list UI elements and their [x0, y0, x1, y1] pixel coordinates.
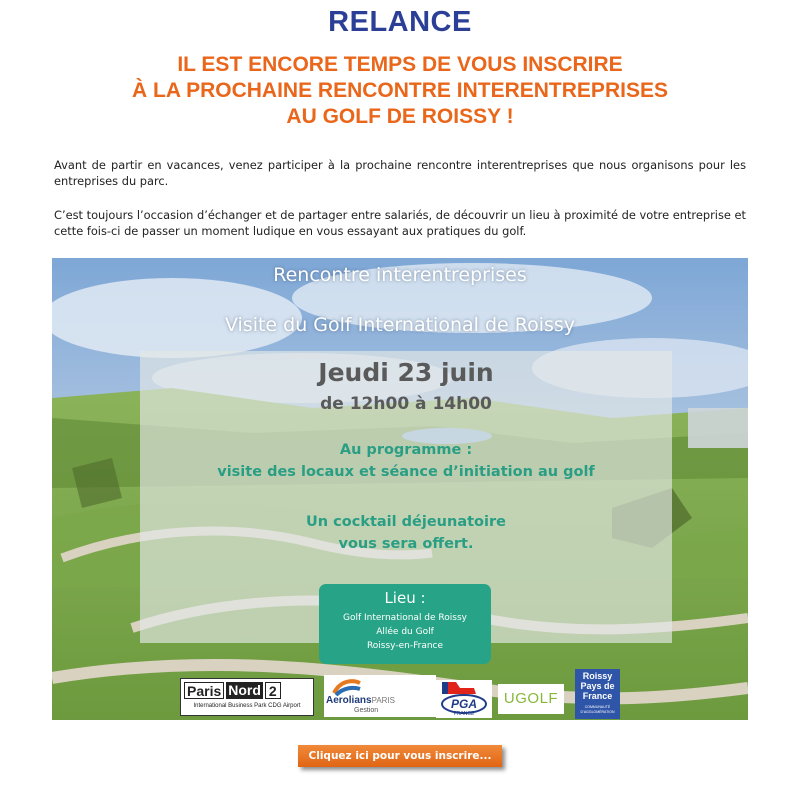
roissy-line-1: Roissy: [582, 671, 613, 681]
subtitle-line-2: À LA PROCHAINE RENCONTRE INTERENTREPRISES: [132, 79, 668, 102]
venue-box: [319, 584, 491, 664]
ugolf-name: UGOLF: [503, 690, 559, 707]
aerolians-suffix: PARIS: [371, 696, 395, 705]
cocktail-line-1: Un cocktail déjeunatoire: [306, 514, 506, 530]
paris-nord-tagline: International Business Park CDG Airport: [193, 703, 301, 709]
event-hours: de 12h00 à 14h00: [320, 394, 492, 414]
subtitle-line-1: IL EST ENCORE TEMPS DE VOUS INSCRIRE: [177, 53, 623, 76]
venue-name: Golf International de Roissy: [343, 613, 467, 623]
banner-subheading: Visite du Golf International de Roissy: [224, 314, 576, 336]
venue-street: Allée du Golf: [376, 627, 434, 637]
ugolf-logo: [498, 684, 564, 714]
subtitle: [0, 52, 800, 130]
venue-city: Roissy-en-France: [366, 641, 444, 651]
cocktail-info: [140, 511, 672, 555]
programme-title: Au programme :: [339, 442, 473, 458]
aerolians-name: Aerolians: [326, 695, 372, 706]
partner-logos: [52, 666, 748, 720]
roissy-line-3: France: [582, 691, 613, 701]
roissy-line-2: Pays de: [580, 681, 615, 691]
register-button[interactable]: Cliquez ici pour vous inscrire...: [298, 745, 502, 767]
aerolians-sub: Gestion: [354, 707, 379, 714]
programme: [140, 439, 672, 483]
event-banner: [52, 258, 748, 720]
roissy-pays-de-france-logo: [575, 669, 620, 719]
intro-paragraph: Avant de partir en vacances, venez participer à la prochaine rencontre interentreprises que nous organisons pour les entreprises du parc.: [54, 158, 746, 188]
pga-france-logo: [436, 680, 492, 718]
details-paragraph: C’est toujours l’occasion d’échanger et de partager entre salariés, de découvrir un lieu à proximité de votre entreprise et cette fois-ci de passer un moment ludique en vous essayant aux pratiques du golf.: [54, 208, 746, 238]
banner-heading: Rencontre interentreprises: [273, 264, 527, 286]
pga-name: PGA: [450, 697, 477, 711]
paris-nord-word2: Nord: [228, 682, 261, 698]
venue-title: Lieu :: [384, 589, 426, 607]
cocktail-line-2: vous sera offert.: [338, 536, 474, 552]
pga-sub: FRANCE: [453, 711, 475, 717]
event-date: Jeudi 23 juin: [318, 358, 494, 387]
paris-nord-word1: Paris: [184, 682, 224, 699]
roissy-tagline: COMMUNAUTÉ D’AGGLOMÉRATION: [580, 705, 615, 714]
paris-nord-2-logo: [180, 678, 314, 716]
paris-nord-number: 2: [265, 682, 281, 699]
page-title: RELANCE: [328, 6, 472, 38]
programme-description: visite des locaux et séance d’initiation au golf: [217, 464, 595, 480]
subtitle-line-3: AU GOLF DE ROISSY !: [286, 105, 514, 128]
aerolians-logo: [324, 675, 436, 717]
aerolians-swoosh-icon: [332, 677, 362, 697]
